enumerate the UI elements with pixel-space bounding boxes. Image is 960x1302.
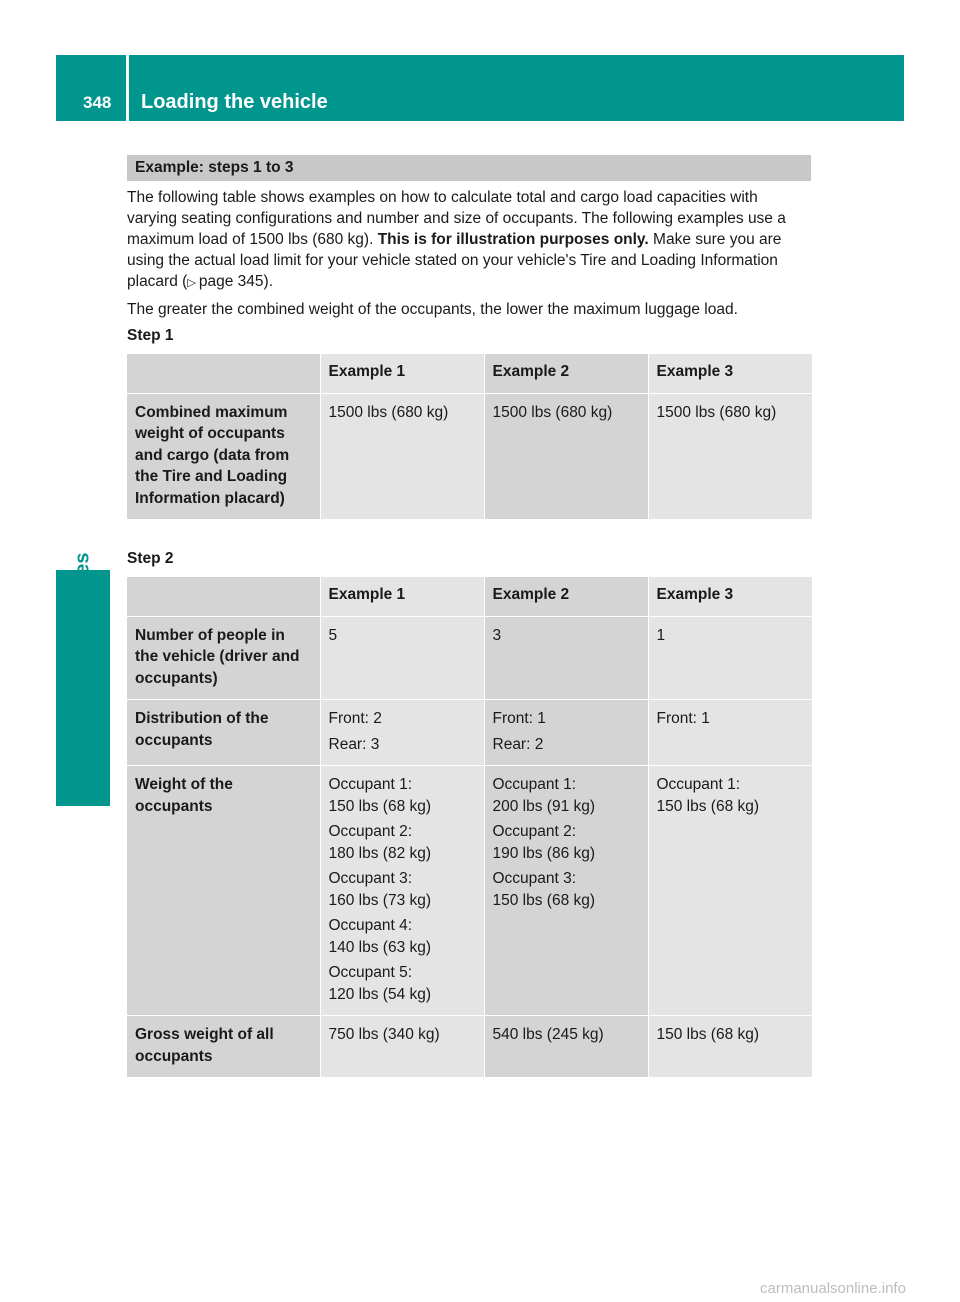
header-separator <box>126 55 129 121</box>
cell: 540 lbs (245 kg) <box>484 1016 648 1078</box>
row-label: Combined maximum weight of occupants and cargo (data from the Tire and Loading Information placard) <box>127 393 320 520</box>
cell-line: 150 lbs (68 kg) <box>328 797 432 815</box>
side-tab-label: Wheels and tires <box>71 552 94 712</box>
cell-line: Occupant 1: <box>328 776 413 793</box>
page-ref-arrow-icon: ▷ <box>187 277 196 289</box>
cell: 3 <box>484 616 648 700</box>
cell-line: Occupant 1: <box>656 776 741 793</box>
step2-label: Step 2 <box>127 550 174 567</box>
table-row <box>127 700 812 766</box>
cell <box>484 700 648 766</box>
cell: 1 <box>648 616 812 700</box>
cell-line: 160 lbs (73 kg) <box>328 891 432 909</box>
cell-line: Rear: 2 <box>492 735 544 753</box>
cell <box>320 700 484 766</box>
table-header-row <box>127 354 812 393</box>
page-title: Loading the vehicle <box>141 91 328 113</box>
intro-bold-text: This is for illustration purposes only. <box>377 231 649 248</box>
cell: 1500 lbs (680 kg) <box>648 393 812 520</box>
header-empty <box>127 577 320 616</box>
page-reference-link[interactable]: page 345). <box>198 273 274 290</box>
cell-line: Occupant 3: <box>492 870 577 887</box>
cell: 5 <box>320 616 484 700</box>
table-row <box>127 393 812 520</box>
table-header-row <box>127 577 812 616</box>
page-number: 348 <box>83 93 112 112</box>
cell <box>648 766 812 1016</box>
intro-paragraph <box>127 187 811 294</box>
table-row <box>127 766 812 1016</box>
cell-line: Occupant 2: <box>492 823 577 840</box>
step1-label: Step 1 <box>127 327 174 344</box>
row-label: Gross weight of all occupants <box>127 1016 320 1078</box>
cell-line: Occupant 4: <box>328 917 413 934</box>
cell: 750 lbs (340 kg) <box>320 1016 484 1078</box>
cell-line: 180 lbs (82 kg) <box>328 844 432 862</box>
step2-table <box>127 577 812 1078</box>
section-title: Example: steps 1 to 3 <box>127 155 811 181</box>
cell-line: 140 lbs (63 kg) <box>328 938 432 956</box>
cell-line: Front: 1 <box>656 710 710 727</box>
cell <box>320 766 484 1016</box>
header-example-1: Example 1 <box>320 577 484 616</box>
luggage-paragraph: The greater the combined weight of the occupants, the lower the maximum luggage load. <box>127 301 738 318</box>
row-label: Number of people in the vehicle (driver and occupants) <box>127 616 320 700</box>
row-label: Distribution of the occupants <box>127 700 320 766</box>
header-example-3: Example 3 <box>648 577 812 616</box>
header-empty <box>127 354 320 393</box>
header-example-3: Example 3 <box>648 354 812 393</box>
cell: 1500 lbs (680 kg) <box>320 393 484 520</box>
cell: 150 lbs (68 kg) <box>648 1016 812 1078</box>
watermark: carmanualsonline.info <box>760 1280 906 1297</box>
header-example-2: Example 2 <box>484 354 648 393</box>
cell-line: 150 lbs (68 kg) <box>656 797 760 815</box>
cell-line: Occupant 5: <box>328 964 413 981</box>
cell <box>648 700 812 766</box>
cell-line: 120 lbs (54 kg) <box>328 985 432 1003</box>
cell-line: 150 lbs (68 kg) <box>492 891 596 909</box>
cell-line: Occupant 1: <box>492 776 577 793</box>
cell-line: Front: 1 <box>492 710 546 727</box>
cell-line: Rear: 3 <box>328 735 380 753</box>
cell: 1500 lbs (680 kg) <box>484 393 648 520</box>
content <box>127 155 811 1098</box>
cell <box>484 766 648 1016</box>
cell-line: 190 lbs (86 kg) <box>492 844 596 862</box>
cell-line: Front: 2 <box>328 710 382 727</box>
table-row <box>127 616 812 700</box>
intro-text-a: The following table shows examples on how to calculate total and cargo load capacities with varying seating configurations and number and size of occupants. The following examples use a maximum load of 1500 lbs (680 kg). <box>127 189 786 248</box>
cell-line: Occupant 2: <box>328 823 413 840</box>
table-row <box>127 1016 812 1078</box>
header-example-2: Example 2 <box>484 577 648 616</box>
cell-line: Occupant 3: <box>328 870 413 887</box>
header-example-1: Example 1 <box>320 354 484 393</box>
cell-line: 200 lbs (91 kg) <box>492 797 596 815</box>
row-label: Weight of the occupants <box>127 766 320 1016</box>
intro-text-b: Make sure you are using the actual load limit for your vehicle stated on your vehicle's Tire and Loading Information placard ( <box>127 231 782 290</box>
step1-table <box>127 354 812 520</box>
